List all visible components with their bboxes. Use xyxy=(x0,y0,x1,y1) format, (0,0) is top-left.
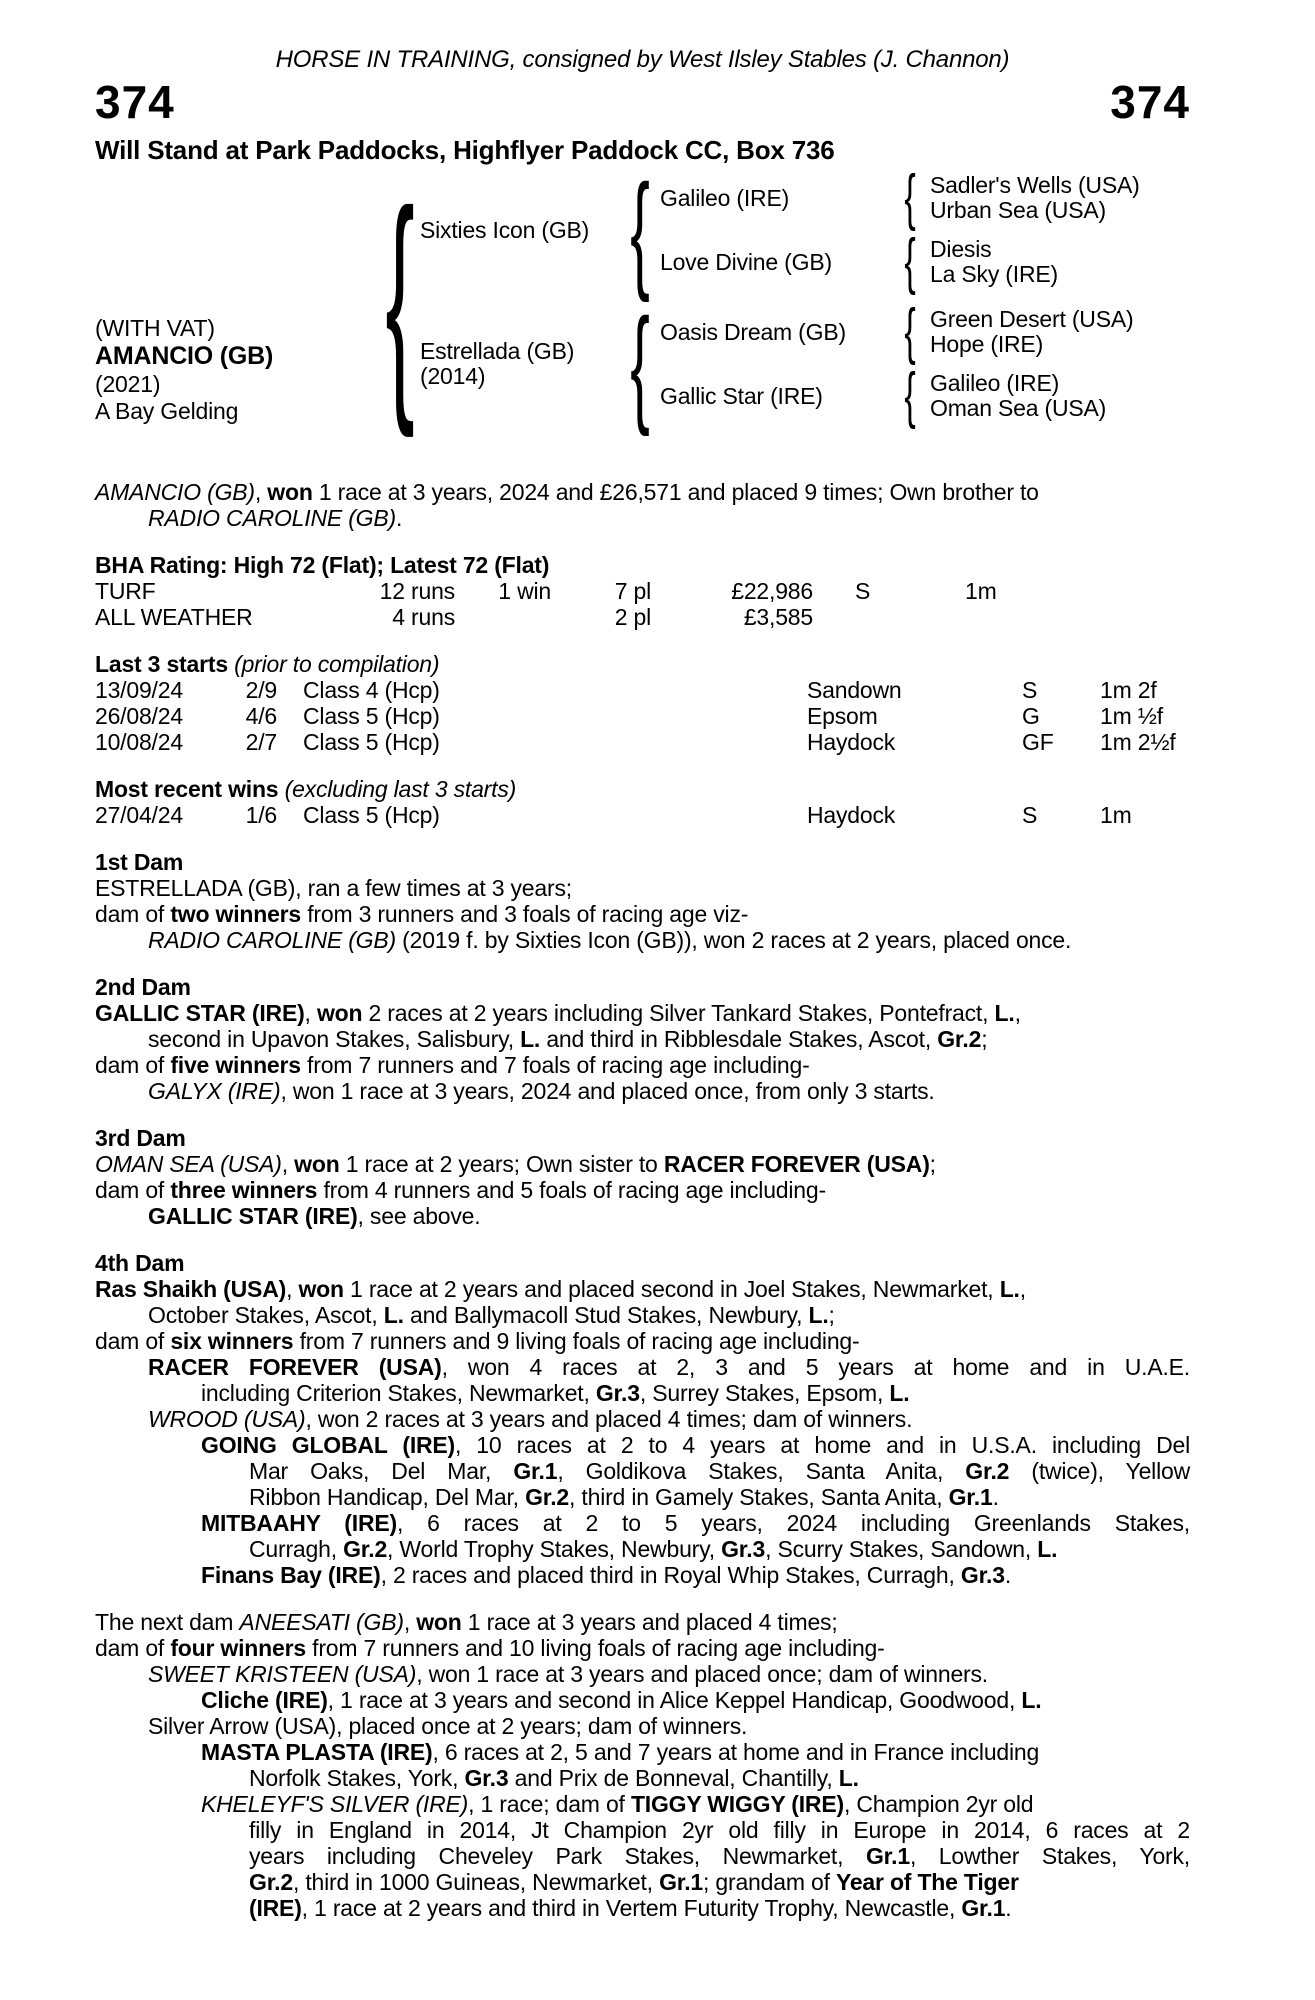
great-grandparent-name: Sadler's Wells (USA) xyxy=(930,172,1140,198)
text-line xyxy=(249,1895,1190,1921)
text-segment: L. xyxy=(1037,1536,1058,1562)
text-segment: SWEET KRISTEEN (USA) xyxy=(148,1661,417,1687)
text-segment: GALLIC STAR (IRE) xyxy=(95,1000,305,1026)
intro-section xyxy=(95,479,1190,531)
text-segment: , 1 race at 2 years and third in Vertem Futurity Trophy, Newcastle, xyxy=(301,1895,962,1921)
pedigree-brace-icon xyxy=(890,173,930,223)
great-grandparents xyxy=(930,371,1190,421)
table-cell: S xyxy=(1022,677,1038,703)
text-segment: dam of xyxy=(95,1635,171,1661)
text-line xyxy=(95,1000,1190,1026)
subject-year: (2021) xyxy=(95,371,161,397)
text-segment: Last 3 starts xyxy=(95,651,228,677)
table-cell: Epsom xyxy=(807,703,878,729)
text-line xyxy=(95,479,1190,505)
text-segment: , won 1 race at 3 years and placed once; dam of winners. xyxy=(416,1661,988,1687)
text-segment: , xyxy=(403,1609,417,1635)
bha-section xyxy=(95,552,1190,630)
text-segment: , third in Gamely Stakes, Santa Anita, xyxy=(569,1484,949,1510)
text-segment: , see above. xyxy=(357,1203,481,1229)
text-line xyxy=(148,927,1190,953)
text-segment: AMANCIO (GB) xyxy=(95,479,255,505)
text-segment: from 7 runners and 10 living foals of racing age including- xyxy=(305,1635,885,1661)
great-grandparent-name: Oman Sea (USA) xyxy=(930,395,1107,421)
text-line xyxy=(148,1713,1190,1739)
text-segment: GALYX (IRE) xyxy=(148,1078,281,1104)
text-segment: , 1 race at 3 years and second in Alice Keppel Handicap, Goodwood, xyxy=(327,1687,1022,1713)
text-segment: ANEESATI (GB) xyxy=(239,1609,404,1635)
text-line xyxy=(148,1026,1190,1052)
text-segment: dam of xyxy=(95,1052,171,1078)
table-cell: 2/7 xyxy=(245,729,277,755)
table-cell: S xyxy=(1022,802,1038,828)
text-line xyxy=(148,1661,1190,1687)
pedigree-brace-icon xyxy=(620,307,660,421)
text-segment: . xyxy=(1005,1895,1012,1921)
text-line xyxy=(95,1052,1190,1078)
text-line xyxy=(201,1510,1190,1536)
text-line xyxy=(148,1406,1190,1432)
table-cell: S xyxy=(855,578,871,604)
text-line xyxy=(201,1687,1190,1713)
text-segment: , xyxy=(281,1151,295,1177)
table-cell: G xyxy=(1022,703,1040,729)
text-segment: GALLIC STAR (IRE) xyxy=(148,1203,358,1229)
subject-description: A Bay Gelding xyxy=(95,398,239,424)
stand-location-line: Will Stand at Park Paddocks, Highflyer Paddock CC, Box 736 xyxy=(95,135,835,165)
text-segment: Gr.1 xyxy=(948,1484,993,1510)
text-segment: from 3 runners and 3 foals of racing age viz- xyxy=(301,901,749,927)
dam-year: (2014) xyxy=(420,363,486,389)
text-segment: . xyxy=(1004,1562,1012,1588)
table-cell xyxy=(813,604,965,630)
lot-number-right: 374 xyxy=(1110,76,1190,128)
text-segment: ; xyxy=(981,1026,988,1052)
text-segment: 1 race at 2 years and placed second in Joel Stakes, Newmarket, xyxy=(343,1276,1000,1302)
text-segment: Gr.3 xyxy=(464,1765,509,1791)
text-segment: , third in 1000 Guineas, Newmarket, xyxy=(292,1869,660,1895)
text-segment: from 7 runners and 9 living foals of racing age including- xyxy=(293,1328,860,1354)
paternal-granddam: Love Divine (GB) xyxy=(660,249,832,275)
text-segment: 4th Dam xyxy=(95,1250,185,1276)
great-grandparent-name: Galileo (IRE) xyxy=(930,370,1060,396)
bha-heading xyxy=(95,552,1190,578)
text-segment: L. xyxy=(520,1026,541,1052)
dam-name-block xyxy=(420,339,620,389)
text-line xyxy=(95,1276,1190,1302)
recent-wins-table xyxy=(95,802,1190,828)
last-starts-heading xyxy=(95,651,1190,677)
table-cell: 1m 2½f xyxy=(1100,729,1176,755)
text-segment: Gr.2 xyxy=(249,1869,293,1895)
table-cell: Sandown xyxy=(807,677,902,703)
text-segment: 2nd Dam xyxy=(95,974,191,1000)
subject-vat: (WITH VAT) xyxy=(95,315,215,341)
text-segment: second in Upavon Stakes, Salisbury, xyxy=(148,1026,521,1052)
text-segment: , 6 races at 2, 5 and 7 years at home and in France including xyxy=(432,1739,1040,1765)
pedigree-brace-icon xyxy=(890,237,930,287)
text-segment: 2 races at 2 years including Silver Tankard Stakes, Pontefract, xyxy=(362,1000,995,1026)
text-segment: , 6 races at 2 to 5 years, 2024 including Greenlands Stakes, xyxy=(396,1510,1190,1536)
text-line xyxy=(95,1177,1190,1203)
text-segment: 1 race at 2 years; Own sister to xyxy=(339,1151,664,1177)
text-segment: and Prix de Bonneval, Chantilly, xyxy=(508,1765,839,1791)
text-line xyxy=(249,1484,1190,1510)
text-segment: , xyxy=(286,1276,299,1302)
table-cell: TURF xyxy=(95,578,156,604)
text-line xyxy=(95,651,1190,677)
great-grandparent-name: La Sky (IRE) xyxy=(930,261,1058,287)
text-line xyxy=(95,1125,1190,1151)
text-segment: MASTA PLASTA (IRE) xyxy=(201,1739,433,1765)
paternal-grandsire: Galileo (IRE) xyxy=(660,185,790,211)
sire-name: Sixties Icon (GB) xyxy=(420,216,590,243)
text-line xyxy=(95,1250,1190,1276)
text-line xyxy=(201,1380,1190,1406)
text-segment: , xyxy=(304,1000,317,1026)
text-segment: Gr.1 xyxy=(865,1843,910,1869)
text-segment: ; xyxy=(929,1151,936,1177)
text-segment: dam of xyxy=(95,901,171,927)
dam-name: Estrellada (GB) xyxy=(420,338,575,364)
last-starts-table xyxy=(95,677,1190,755)
text-segment: Finans Bay (IRE) xyxy=(201,1562,381,1588)
text-segment: Norfolk Stakes, York, xyxy=(249,1765,465,1791)
text-segment: Most recent wins xyxy=(95,776,279,802)
text-line xyxy=(201,1739,1190,1765)
text-segment: Silver Arrow (USA), placed once at 2 years; dam of winners. xyxy=(148,1713,748,1739)
text-segment: Year of The Tiger xyxy=(835,1869,1019,1895)
text-line xyxy=(95,875,1190,901)
maternal-granddam: Gallic Star (IRE) xyxy=(660,383,823,409)
text-segment: four winners xyxy=(170,1635,306,1661)
third-dam-section xyxy=(95,1125,1190,1229)
great-grandparent-name: Hope (IRE) xyxy=(930,331,1044,357)
text-line xyxy=(249,1458,1190,1484)
text-segment: (excluding last 3 starts) xyxy=(284,776,517,802)
pedigree-brace-icon xyxy=(380,173,420,425)
text-segment: (prior to compilation) xyxy=(234,651,440,677)
text-segment: won xyxy=(316,1000,363,1026)
text-line xyxy=(95,901,1190,927)
text-segment: RADIO CAROLINE (GB) xyxy=(148,505,396,531)
text-segment: five winners xyxy=(170,1052,301,1078)
table-cell: Class 5 (Hcp) xyxy=(303,703,440,729)
text-segment: , won 2 races at 3 years and placed 4 times; dam of winners. xyxy=(305,1406,913,1432)
text-segment: and third in Ribblesdale Stakes, Ascot, xyxy=(540,1026,938,1052)
table-cell: Haydock xyxy=(807,802,896,828)
great-grandparents xyxy=(930,173,1190,223)
dam-branch xyxy=(420,307,1190,421)
fourth-dam-section xyxy=(95,1250,1190,1588)
text-segment: (2019 f. by Sixties Icon (GB)), won 2 races at 2 years, placed once. xyxy=(395,927,1072,953)
text-segment: two winners xyxy=(170,901,302,927)
text-segment: three winners xyxy=(170,1177,318,1203)
table-cell xyxy=(455,604,551,630)
text-segment: Gr.2 xyxy=(525,1484,570,1510)
text-segment: Cliche (IRE) xyxy=(201,1687,328,1713)
text-segment: , Scurry Stakes, Sandown, xyxy=(765,1536,1038,1562)
great-grandparent-name: Urban Sea (USA) xyxy=(930,197,1106,223)
text-segment: including Criterion Stakes, Newmarket, xyxy=(201,1380,596,1406)
text-segment: , Champion 2yr old xyxy=(843,1791,1034,1817)
table-cell: Class 5 (Hcp) xyxy=(303,729,440,755)
text-segment: Ribbon Handicap, Del Mar, xyxy=(249,1484,526,1510)
text-segment: ; xyxy=(828,1302,835,1328)
text-segment: BHA Rating: High 72 (Flat); Latest 72 (Flat) xyxy=(95,552,550,578)
text-line xyxy=(249,1817,1190,1843)
text-segment: (IRE) xyxy=(249,1895,302,1921)
text-segment: , Lowther Stakes, York, xyxy=(909,1843,1190,1869)
text-segment: L. xyxy=(808,1302,829,1328)
text-segment: Ras Shaikh (USA) xyxy=(95,1276,287,1302)
text-segment: MITBAAHY (IRE) xyxy=(201,1510,397,1536)
text-segment: Gr.2 xyxy=(343,1536,388,1562)
next-dam-section xyxy=(95,1609,1190,1921)
great-grandparents xyxy=(930,237,1190,287)
text-line xyxy=(95,1328,1190,1354)
text-line xyxy=(95,849,1190,875)
great-grandparent-name: Diesis xyxy=(930,236,992,262)
text-segment: L. xyxy=(1021,1687,1042,1713)
text-line xyxy=(95,776,1190,802)
maternal-granddam-branch xyxy=(660,371,1190,421)
text-line xyxy=(201,1562,1190,1588)
text-segment: six winners xyxy=(170,1328,294,1354)
text-segment: Curragh, xyxy=(249,1536,344,1562)
lot-number-row xyxy=(95,76,1190,128)
text-segment: The next dam xyxy=(95,1609,240,1635)
text-line xyxy=(249,1843,1190,1869)
text-segment: Gr.3 xyxy=(721,1536,766,1562)
text-segment: , 2 races and placed third in Royal Whip Stakes, Curragh, xyxy=(380,1562,961,1588)
recent-wins-heading xyxy=(95,776,1190,802)
text-segment: 1 race at 3 years and placed 4 times; xyxy=(461,1609,838,1635)
table-cell: Class 4 (Hcp) xyxy=(303,677,440,703)
text-line xyxy=(148,1302,1190,1328)
last-starts-section xyxy=(95,651,1190,755)
recent-wins-section xyxy=(95,776,1190,828)
text-line xyxy=(148,1354,1190,1380)
great-grandparent-name: Green Desert (USA) xyxy=(930,306,1134,332)
text-segment: , xyxy=(1014,1000,1021,1026)
dam-ancestors xyxy=(660,307,1190,421)
text-segment: WROOD (USA) xyxy=(148,1406,306,1432)
table-cell: 26/08/24 xyxy=(95,703,183,729)
text-segment: 1st Dam xyxy=(95,849,184,875)
text-segment: L. xyxy=(994,1000,1015,1026)
sire-branch xyxy=(420,173,1190,287)
paternal-grandsire-branch xyxy=(660,173,1190,223)
text-segment: L. xyxy=(838,1765,859,1791)
text-segment: dam of xyxy=(95,1177,171,1203)
maternal-grandsire: Oasis Dream (GB) xyxy=(660,319,846,345)
text-segment: Gr.2 xyxy=(965,1458,1010,1484)
table-cell: 1m 2f xyxy=(1100,677,1157,703)
table-cell: 1 win xyxy=(498,578,551,604)
text-segment: won xyxy=(267,479,313,505)
text-segment: RACER FOREVER (USA) xyxy=(663,1151,930,1177)
text-segment: , xyxy=(1019,1276,1026,1302)
text-segment: , won 1 race at 3 years, 2024 and placed once, from only 3 starts. xyxy=(280,1078,935,1104)
text-line xyxy=(95,974,1190,1000)
consignment-title: HORSE IN TRAINING, consigned by West Ilsley Stables (J. Channon) xyxy=(275,46,1010,73)
text-line xyxy=(95,1635,1190,1661)
text-segment: , World Trophy Stakes, Newbury, xyxy=(387,1536,722,1562)
text-segment: , Goldikova Stakes, Santa Anita, xyxy=(557,1458,966,1484)
text-line xyxy=(95,552,1190,578)
text-segment: 1 race at 3 years, 2024 and £26,571 and placed 9 times; Own brother to xyxy=(312,479,1039,505)
text-segment: RACER FOREVER (USA) xyxy=(148,1354,442,1380)
text-segment: ; grandam of xyxy=(703,1869,836,1895)
second-dam-section xyxy=(95,974,1190,1104)
table-cell: £22,986 xyxy=(731,578,813,604)
text-segment: years including Cheveley Park Stakes, Newmarket, xyxy=(249,1843,866,1869)
text-segment: 3rd Dam xyxy=(95,1125,186,1151)
text-segment: L. xyxy=(889,1380,910,1406)
table-cell: ALL WEATHER xyxy=(95,604,253,630)
table-cell: 1m ½f xyxy=(1100,703,1163,729)
pedigree-brace-icon xyxy=(890,307,930,357)
table-cell: GF xyxy=(1022,729,1054,755)
text-segment: , won 4 races at 2, 3 and 5 years at home and in U.A.E. xyxy=(441,1354,1190,1380)
text-segment: Gr.1 xyxy=(513,1458,558,1484)
text-segment: , 10 races at 2 to 4 years at home and in U.S.A. including Del xyxy=(455,1432,1190,1458)
sire-ancestors xyxy=(660,173,1190,287)
text-segment: (twice), Yellow xyxy=(1009,1458,1190,1484)
table-cell: Haydock xyxy=(807,729,896,755)
pedigree-brace-icon xyxy=(620,173,660,287)
text-segment: GOING GLOBAL (IRE) xyxy=(201,1432,456,1458)
text-segment: from 7 runners and 7 foals of racing age including- xyxy=(300,1052,810,1078)
table-cell: Class 5 (Hcp) xyxy=(303,802,440,828)
text-line xyxy=(249,1765,1190,1791)
text-segment: . xyxy=(992,1484,999,1510)
table-cell: 13/09/24 xyxy=(95,677,183,703)
text-line xyxy=(201,1791,1190,1817)
text-segment: ESTRELLADA (GB), ran a few times at 3 years; xyxy=(95,875,572,901)
text-line xyxy=(148,505,1190,531)
table-cell: 1m xyxy=(1100,802,1132,828)
text-segment: Gr.1 xyxy=(961,1895,1006,1921)
pedigree-generations xyxy=(420,173,1190,421)
text-segment: dam of xyxy=(95,1328,171,1354)
first-dam-section xyxy=(95,849,1190,953)
subject-name: AMANCIO (GB) xyxy=(95,342,274,370)
text-segment: won xyxy=(298,1276,344,1302)
great-grandparents xyxy=(930,307,1190,357)
text-line xyxy=(201,1432,1190,1458)
text-segment: KHELEYF'S SILVER (IRE) xyxy=(201,1791,469,1817)
table-cell: 27/04/24 xyxy=(95,802,183,828)
table-cell: 4 runs xyxy=(392,604,455,630)
text-segment: , 1 race; dam of xyxy=(468,1791,631,1817)
text-segment: Gr.3 xyxy=(960,1562,1005,1588)
text-segment: RADIO CAROLINE (GB) xyxy=(148,927,396,953)
text-line xyxy=(249,1536,1190,1562)
text-segment: OMAN SEA (USA) xyxy=(95,1151,282,1177)
paternal-granddam-branch xyxy=(660,237,1190,287)
text-line xyxy=(148,1203,1190,1229)
table-cell: 7 pl xyxy=(614,578,651,604)
pedigree-chart xyxy=(95,173,1190,425)
text-segment: Gr.3 xyxy=(595,1380,640,1406)
text-line xyxy=(95,1609,1190,1635)
subject-details xyxy=(95,315,380,425)
text-segment: TIGGY WIGGY (IRE) xyxy=(630,1791,844,1817)
text-segment: Mar Oaks, Del Mar, xyxy=(249,1458,514,1484)
text-segment: . xyxy=(395,505,403,531)
race-summary-table xyxy=(95,578,1190,630)
text-segment: filly in England in 2014, Jt Champion 2yr old filly in Europe in 2014, 6 races at 2 xyxy=(249,1817,1190,1843)
text-segment: October Stakes, Ascot, xyxy=(148,1302,384,1328)
text-segment: L. xyxy=(999,1276,1020,1302)
text-segment: Gr.1 xyxy=(659,1869,704,1895)
table-cell: 1m xyxy=(965,578,997,604)
text-segment: , xyxy=(254,479,268,505)
text-line xyxy=(148,1078,1190,1104)
text-segment: , Surrey Stakes, Epsom, xyxy=(639,1380,890,1406)
pedigree-brace-icon xyxy=(890,371,930,421)
table-cell: 2/9 xyxy=(245,677,277,703)
table-cell xyxy=(965,604,1190,630)
text-segment: from 4 runners and 5 foals of racing age including- xyxy=(317,1177,826,1203)
table-cell: 2 pl xyxy=(614,604,651,630)
maternal-grandsire-branch xyxy=(660,307,1190,357)
lot-number-left: 374 xyxy=(95,76,175,128)
table-cell: 10/08/24 xyxy=(95,729,183,755)
text-segment: Gr.2 xyxy=(937,1026,982,1052)
text-line xyxy=(95,1151,1190,1177)
table-cell: 1/6 xyxy=(245,802,277,828)
text-segment: won xyxy=(294,1151,340,1177)
table-cell: 12 runs xyxy=(379,578,455,604)
text-segment: L. xyxy=(383,1302,404,1328)
text-segment: and Ballymacoll Stud Stakes, Newbury, xyxy=(403,1302,809,1328)
table-cell: 4/6 xyxy=(245,703,277,729)
text-segment: won xyxy=(416,1609,462,1635)
text-line xyxy=(249,1869,1190,1895)
table-cell: £3,585 xyxy=(743,604,813,630)
